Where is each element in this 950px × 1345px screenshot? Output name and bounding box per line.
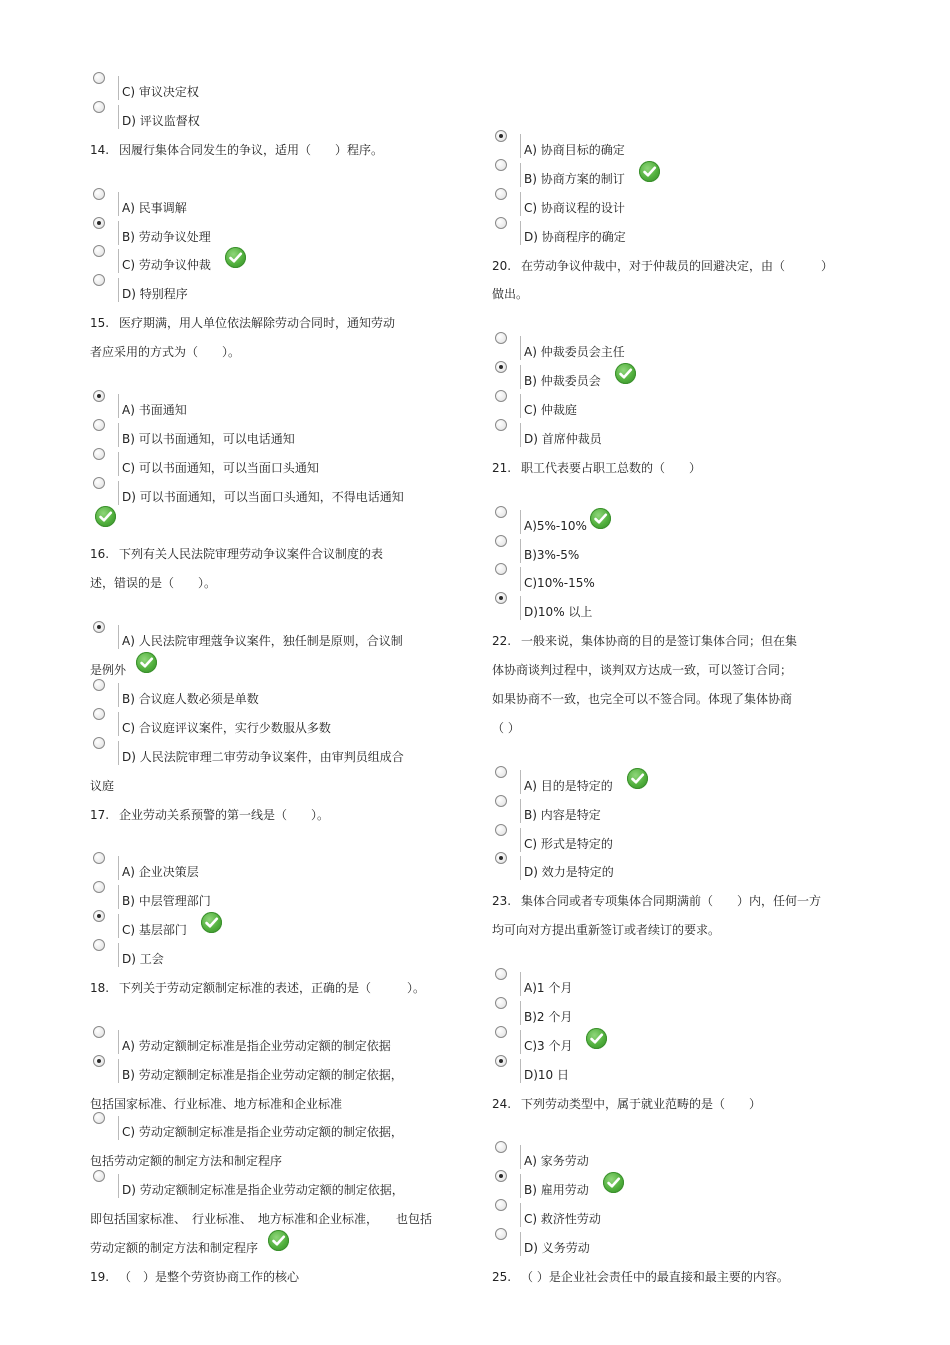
option-label[interactable]: D)10% 以上 (524, 605, 593, 620)
option-label[interactable]: D) 特别程序 (122, 287, 188, 302)
option-label[interactable]: C) 基层部门 (122, 923, 187, 938)
option-divider (520, 1030, 521, 1054)
question-number: 17. (90, 807, 110, 822)
answer-radio[interactable] (495, 535, 507, 547)
option-divider (520, 1001, 521, 1025)
option-label[interactable]: B) 可以书面通知，可以电话通知 (122, 431, 295, 446)
question-text: 体协商谈判过程中，谈判双方达成一致，可以签订合同； (492, 663, 793, 678)
option-divider (520, 134, 521, 158)
option-divider (520, 221, 521, 245)
option-divider (520, 423, 521, 447)
option-label[interactable]: A)1 个月 (524, 981, 573, 995)
answer-radio[interactable] (495, 390, 507, 402)
option-label[interactable]: D) 义务劳动 (524, 1241, 590, 1256)
option-divider (520, 1145, 521, 1169)
option-label[interactable]: B) 雇用劳动 (524, 1183, 589, 1198)
answer-radio[interactable] (495, 795, 507, 807)
option-label-continued: 包括国家标准、行业标准、地方标准和企业标准 (90, 1096, 343, 1111)
option-label[interactable]: D) 人民法院审理二审劳动争议案件，由审判员组成合 (122, 749, 404, 764)
option-divider (520, 770, 521, 794)
answer-radio[interactable] (495, 361, 507, 373)
option-label-continued: 议庭 (90, 778, 115, 793)
option-divider (520, 972, 521, 996)
option-label[interactable]: A) 书面通知 (122, 402, 187, 417)
question-number: 16. (90, 547, 110, 562)
answer-radio[interactable] (495, 968, 507, 980)
answer-radio[interactable] (495, 563, 507, 575)
answer-radio[interactable] (495, 1228, 507, 1240)
question-text: 下列有关人民法院审理劳动争议案件合议制度的表 (119, 547, 384, 562)
answer-radio[interactable] (495, 1170, 507, 1182)
option-label[interactable]: B) 中层管理部门 (122, 894, 211, 909)
correct-check-icon (603, 1172, 624, 1193)
option-divider (520, 336, 521, 360)
option-divider (520, 567, 521, 591)
option-divider (520, 394, 521, 418)
answer-radio[interactable] (495, 766, 507, 778)
option-divider (520, 1174, 521, 1198)
option-label[interactable]: A) 民事调解 (122, 200, 187, 215)
answer-radio[interactable] (495, 130, 507, 142)
option-divider (520, 856, 521, 880)
question-text: 一般来说，集体协商的目的是签订集体合同；但在集 (521, 634, 798, 649)
question-text: 做出。 (492, 287, 529, 302)
question-number: 18. (90, 980, 110, 995)
correct-check-icon (639, 161, 660, 182)
option-label[interactable]: D) 工会 (122, 952, 164, 966)
option-label[interactable]: D) 评议监督权 (122, 113, 200, 128)
option-divider (520, 539, 521, 563)
option-label-continued: 即包括国家标准、 行业标准、 地方标准和企业标准， 也包括 (90, 1212, 433, 1227)
option-label[interactable]: C) 仲裁庭 (524, 403, 577, 417)
option-divider (520, 1059, 521, 1083)
option-divider (520, 828, 521, 852)
option-label[interactable]: C) 可以书面通知，可以当面口头通知 (122, 460, 319, 475)
option-label[interactable]: C) 形式是特定的 (524, 836, 613, 851)
question-text: 集体合同或者专项集体合同期满前（ ）内，任何一方 (521, 894, 822, 909)
option-label[interactable]: C) 救济性劳动 (524, 1212, 601, 1227)
answer-radio[interactable] (495, 1199, 507, 1211)
answer-radio[interactable] (495, 997, 507, 1009)
option-label[interactable]: B) 协商方案的制订 (524, 171, 625, 186)
option-label-continued: 包括劳动定额的制定方法和制定程序 (90, 1154, 283, 1169)
answer-radio[interactable] (495, 1026, 507, 1038)
option-divider (520, 192, 521, 216)
option-label[interactable]: D) 劳动定额制定标准是指企业劳动定额的制定依据， (122, 1183, 404, 1198)
option-label[interactable]: B)2 个月 (524, 1009, 573, 1024)
question-text: 医疗期满，用人单位依法解除劳动合同时，通知劳动 (119, 316, 396, 331)
option-label[interactable]: B) 合议庭人数必须是单数 (122, 691, 259, 706)
correct-check-icon (627, 768, 648, 789)
option-label[interactable]: A)5%-10% (524, 518, 587, 533)
question-text: 均可向对方提出重新签订或者续订的要求。 (492, 923, 721, 938)
answer-radio[interactable] (495, 852, 507, 864)
option-label[interactable]: D) 协商程序的确定 (524, 229, 626, 244)
answer-radio[interactable] (495, 506, 507, 518)
question-text: 如果协商不一致，也完全可以不签合同。体现了集体协商 (492, 692, 793, 706)
option-divider (520, 799, 521, 823)
option-label[interactable]: A) 人民法院审理蔻争议案件，独任制是原则，合议制 (122, 634, 403, 649)
option-label[interactable]: A) 企业决策层 (122, 865, 199, 880)
question-number: 23. (492, 894, 512, 909)
option-divider (520, 1232, 521, 1256)
option-label[interactable]: D) 效力是特定的 (524, 865, 614, 880)
option-label[interactable]: C) 劳动争议仲裁 (122, 258, 211, 273)
answer-radio[interactable] (495, 188, 507, 200)
option-label-continued: 是例外 (90, 663, 127, 677)
answer-radio[interactable] (495, 332, 507, 344)
question-number: 24. (492, 1096, 512, 1111)
answer-radio[interactable] (495, 1141, 507, 1153)
answer-radio[interactable] (495, 592, 507, 604)
correct-check-icon (590, 508, 611, 529)
question-number: 14. (90, 142, 110, 157)
option-label[interactable]: B) 劳动定额制定标准是指企业劳动定额的制定依据， (122, 1067, 403, 1082)
question-text: 者应采用的方式为（ ）。 (90, 345, 241, 360)
option-label[interactable]: C)10%-15% (524, 576, 595, 591)
question-text: （ ）是企业社会责任中的最直接和最主要的内容。 (521, 1270, 789, 1284)
answer-radio[interactable] (495, 217, 507, 229)
question-number: 19. (90, 1269, 110, 1284)
option-label[interactable]: C) 劳动定额制定标准是指企业劳动定额的制定依据， (122, 1125, 403, 1140)
answer-radio[interactable] (495, 1055, 507, 1067)
question-text: 在劳动争议仲裁中，对于仲裁员的回避决定，由（ ） (521, 258, 834, 273)
question-number: 15. (90, 316, 110, 331)
option-label[interactable]: A) 家务劳动 (524, 1154, 589, 1169)
option-label[interactable]: A) 协商目标的确定 (524, 142, 625, 157)
option-label[interactable]: B) 劳动争议处理 (122, 229, 211, 244)
question-text: 职工代表要占职工总数的（ ） (521, 460, 702, 475)
option-label[interactable]: C) 协商议程的设计 (524, 200, 625, 215)
option-divider (520, 510, 521, 534)
correct-check-icon (586, 1028, 607, 1049)
option-label-continued: 劳动定额的制定方法和制定程序 (90, 1241, 259, 1255)
option-label[interactable]: B)3%-5% (524, 547, 580, 562)
question-number: 22. (492, 634, 512, 649)
option-divider (520, 596, 521, 620)
question-number: 20. (492, 258, 512, 273)
question-text: 下列劳动类型中，属于就业范畴的是（ ） (521, 1096, 762, 1111)
option-divider (520, 163, 521, 187)
option-label[interactable]: C) 合议庭评议案件，实行少数服从多数 (122, 720, 331, 735)
question-text: 下列关于劳动定额制定标准的表述，正确的是（ ）。 (119, 980, 426, 995)
option-label[interactable]: A) 劳动定额制定标准是指企业劳动定额的制定依据 (122, 1038, 391, 1053)
answer-radio[interactable] (495, 159, 507, 171)
answer-radio[interactable] (495, 419, 507, 431)
option-label[interactable]: B) 内容是特定 (524, 807, 601, 822)
option-label[interactable]: A) 仲裁委员会主任 (524, 345, 625, 360)
question-number: 25. (492, 1270, 512, 1284)
question-text: （ ）是整个劳资协商工作的核心 (119, 1269, 300, 1284)
option-label[interactable]: C)3 个月 (524, 1038, 573, 1053)
question-text: 因履行集体合同发生的争议，适用（ ）程序。 (119, 142, 384, 157)
option-divider (520, 1203, 521, 1227)
answer-radio[interactable] (495, 824, 507, 836)
question-text: 述，错误的是（ ）。 (90, 576, 217, 591)
option-label[interactable]: D)10 日 (524, 1067, 570, 1082)
option-label[interactable]: B) 仲裁委员会 (524, 374, 601, 389)
question-text: （ ） (492, 720, 520, 735)
question-text: 企业劳动关系预警的第一线是（ ）。 (119, 807, 330, 822)
question-number: 21. (492, 460, 512, 475)
option-label[interactable]: A) 目的是特定的 (524, 778, 613, 793)
option-label[interactable]: D) 可以书面通知，可以当面口头通知，不得电话通知 (122, 489, 404, 504)
correct-check-icon (615, 363, 636, 384)
option-label[interactable]: C) 审议决定权 (122, 85, 199, 99)
option-label[interactable]: D) 首席仲裁员 (524, 431, 602, 446)
option-divider (520, 365, 521, 389)
